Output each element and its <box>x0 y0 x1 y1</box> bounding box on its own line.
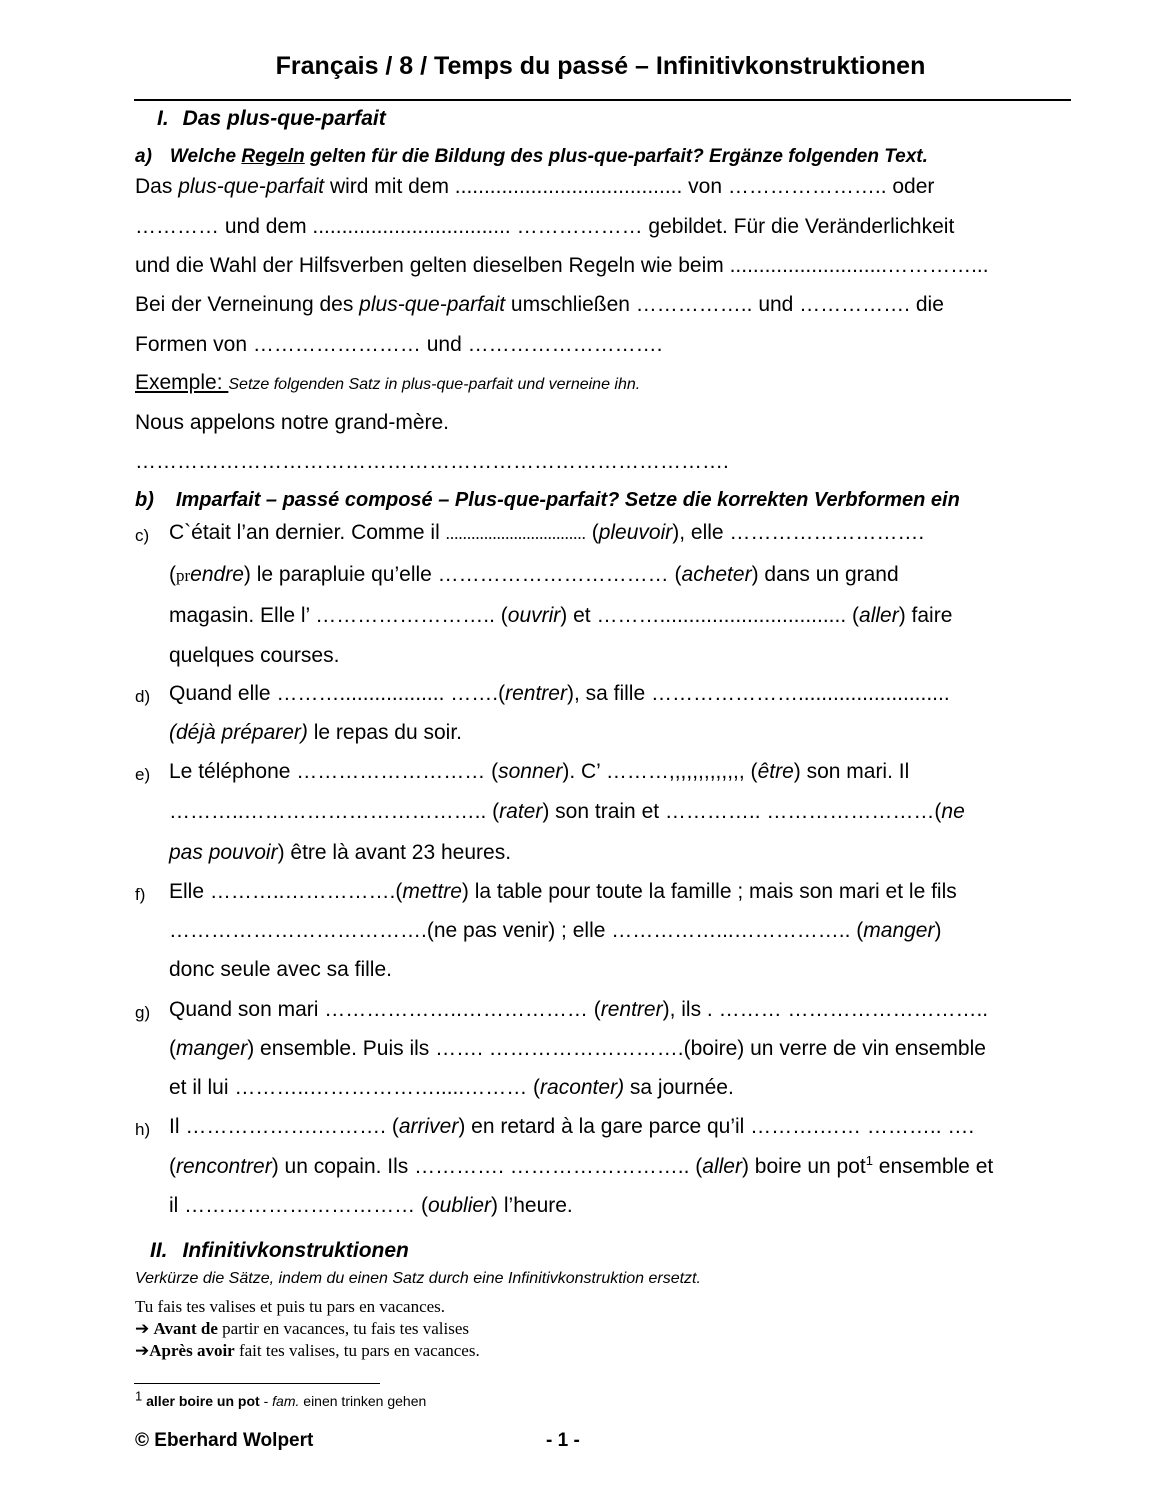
text: ensemble et <box>872 1155 994 1178</box>
text: ( <box>169 721 176 744</box>
text: endre <box>190 563 244 586</box>
fill-line-4 <box>135 293 944 317</box>
exercise-d-line-2 <box>169 721 462 745</box>
text: ) l’heure. <box>491 1194 573 1217</box>
text: ) et ………................................ ( <box>560 604 860 627</box>
section-2-heading <box>150 1239 409 1263</box>
text: ) en retard à la gare parce qu’il ……….…… ……….. …. <box>458 1115 975 1138</box>
exercise-h-label: h) <box>135 1120 151 1139</box>
section-2-title: Infinitivkonstruktionen <box>182 1239 409 1262</box>
question-a-text-end: gelten für die Bildung des plus-que-parfait? Ergänze folgenden Text. <box>304 146 928 167</box>
fill-line-1 <box>135 175 934 199</box>
text: mettre <box>402 880 462 903</box>
exercise-h-line-2 <box>169 1155 993 1179</box>
exercise-e-label: e) <box>135 765 151 784</box>
exercise-g-line-1 <box>169 998 988 1022</box>
text: ) dans un grand <box>751 563 899 586</box>
text: rentrer <box>600 998 663 1021</box>
exercise-g-line-2 <box>169 1037 986 1061</box>
text: umschließen …………….. und ……………. die <box>505 293 944 316</box>
fill-line-3: und die Wahl der Hilfsverben gelten dieselben Regeln wie beim ...........................…………... <box>135 254 989 277</box>
text: ), elle ………………………. <box>672 521 925 544</box>
text: Elle ………..…………….( <box>169 880 403 903</box>
example-label: Exemple: <box>135 371 229 394</box>
exercise-h-line-3 <box>169 1194 573 1218</box>
fill-line-2: ………… und dem .................................. ……………… gebildet. Für die Veränderlichkeit <box>135 215 955 238</box>
footer-author: © Eberhard Wolpert <box>135 1430 314 1451</box>
title-rule <box>134 99 1071 101</box>
text: rater <box>499 800 543 823</box>
example-line <box>135 371 640 395</box>
text: einen trinken gehen <box>299 1393 427 1409</box>
text: pas pouvoir <box>169 841 278 864</box>
text: Avant de <box>153 1319 218 1338</box>
exercise-c-line-3 <box>169 604 952 628</box>
text: ) son train et ………….. ……………………( <box>542 800 942 823</box>
text: Il ……………….………. ( <box>169 1115 399 1138</box>
section-1-number: I. <box>157 107 169 130</box>
text: Quand son mari ………………..……………… ( <box>169 998 601 1021</box>
arrow-right-icon: ➔ <box>135 1341 150 1360</box>
exercise-f-line-3: donc seule avec sa fille. <box>169 958 392 981</box>
exercise-e-line-2 <box>169 800 965 824</box>
section-2-number: II. <box>150 1239 168 1262</box>
text: ( <box>169 1037 176 1060</box>
example-sentence: Nous appelons notre grand-mère. <box>135 411 450 434</box>
text: - <box>259 1393 273 1409</box>
exercise-c-label: c) <box>135 526 150 545</box>
question-a-label: a) <box>135 146 152 167</box>
text: ……………………………….(ne pas venir) ; elle ……………...…………….. ( <box>169 919 864 942</box>
text: plus-que-parfait <box>178 175 325 198</box>
text: il …………………………… ( <box>169 1194 428 1217</box>
text: et il lui ………..……………….....……… ( <box>169 1076 541 1099</box>
text: ) son mari. Il <box>793 760 910 783</box>
text: déjà préparer) <box>176 721 308 744</box>
text: Après avoir <box>149 1341 235 1360</box>
question-b-text: Imparfait – passé composé – Plus-que-parfait? Setze die korrekten Verbformen ein <box>175 489 960 511</box>
arrow-right-icon: ➔ <box>135 1319 150 1338</box>
text: ( <box>169 563 176 586</box>
text: ouvrir <box>507 604 561 627</box>
exercise-c-line-4: quelques courses. <box>169 644 340 667</box>
text: Le téléphone ……………………… ( <box>169 760 499 783</box>
text: oublier <box>428 1194 492 1217</box>
text: rentrer <box>505 682 567 705</box>
text: ) être là avant 23 heures. <box>277 841 512 864</box>
exercise-e-line-1 <box>169 760 909 784</box>
text: aller boire un pot <box>146 1393 260 1409</box>
text: magasin. Elle l’ …………………….. ( <box>169 604 508 627</box>
text: C`était l’an dernier. Comme il <box>169 521 446 544</box>
text: ( <box>169 1155 176 1178</box>
question-b-label: b) <box>135 489 154 511</box>
text: aller <box>702 1155 742 1178</box>
exercise-d-line-1 <box>169 682 950 706</box>
text: Bei der Verneinung des <box>135 293 360 316</box>
question-a-underlined: Regeln <box>241 146 305 167</box>
text: ) la table pour toute la famille ; mais son mari et le fils <box>461 880 957 903</box>
section-2-answer-2 <box>135 1341 480 1361</box>
text: 1 <box>135 1388 143 1404</box>
text: fam. <box>272 1393 300 1409</box>
footnote <box>135 1388 427 1409</box>
text: le repas du soir. <box>307 721 462 744</box>
exercise-d-label: d) <box>135 687 151 706</box>
text: ) le parapluie qu’elle …………………………… ( <box>243 563 682 586</box>
exercise-c-line-1 <box>169 521 924 545</box>
text: partir en vacances, tu fais tes valises <box>217 1319 470 1338</box>
question-a <box>135 146 928 168</box>
text: ) <box>934 919 942 942</box>
example-answer-line: …………………………………………………………………………. <box>135 450 729 473</box>
exercise-e-line-3 <box>169 841 511 865</box>
section-2-instruction: Verkürze die Sätze, indem du einen Satz durch eine Infinitivkonstruktion ersetzt. <box>135 1270 701 1287</box>
footnote-separator <box>134 1383 380 1384</box>
text: ................................. <box>445 524 586 543</box>
exercise-h-line-1 <box>169 1115 974 1139</box>
text: ) ensemble. Puis ils ……. ……………………….(boire) un verre de vin ensemble <box>247 1037 986 1060</box>
text: ). C’ ………,,,,,,,,,,,,, ( <box>562 760 758 783</box>
text: ), ils . ……… ……………………….. <box>662 998 989 1021</box>
exercise-c-line-2 <box>169 563 899 587</box>
exercise-g-line-3 <box>169 1076 734 1100</box>
text: plus-que-parfait <box>359 293 506 316</box>
text: être <box>757 760 794 783</box>
text: ne <box>941 800 965 823</box>
text: wird mit dem ....................................... von ………………….. oder <box>324 175 935 198</box>
section-1-title: Das plus-que-parfait <box>182 107 386 130</box>
text: rencontrer <box>176 1155 272 1178</box>
text: Quand elle ……….................. …….( <box>169 682 506 705</box>
exercise-f-line-1 <box>169 880 957 904</box>
text: aller <box>859 604 899 627</box>
exercise-f-label: f) <box>135 885 146 904</box>
text: acheter <box>681 563 752 586</box>
fill-line-5: Formen von …………………… und ………………………. <box>135 333 663 356</box>
section-2-example: Tu fais tes valises et puis tu pars en vacances. <box>135 1297 446 1316</box>
page-title: Français / 8 / Temps du passé – Infinitivkonstruktionen <box>275 52 926 80</box>
text: arriver <box>398 1115 459 1138</box>
text: ), sa fille ………………….......................... <box>566 682 950 705</box>
question-a-text: Welche <box>169 146 242 167</box>
text: sa journée. <box>624 1076 734 1099</box>
text: manger <box>176 1037 248 1060</box>
section-1-heading <box>157 107 386 131</box>
text: ( <box>585 521 599 544</box>
text: sonner <box>498 760 563 783</box>
text: ) boire un pot <box>741 1155 866 1178</box>
exercise-g-label: g) <box>135 1003 151 1022</box>
text: manger <box>863 919 935 942</box>
text: pleuvoir <box>598 521 673 544</box>
footnote-ref[interactable]: 1 <box>865 1153 873 1168</box>
text: ………..…………………………….. ( <box>169 800 500 823</box>
text: raconter) <box>540 1076 625 1099</box>
footer-page-number: - 1 - <box>546 1430 580 1451</box>
question-b <box>135 489 960 512</box>
text: ) faire <box>898 604 953 627</box>
example-instruction: Setze folgenden Satz in plus-que-parfait und verneine ihn. <box>228 376 641 393</box>
text: ) un copain. Ils …………. …………………….. ( <box>271 1155 703 1178</box>
exercise-f-line-2 <box>169 919 941 943</box>
text: fait tes valises, tu pars en vacances. <box>234 1341 480 1360</box>
section-2-answer-1 <box>135 1319 469 1339</box>
text: pr <box>176 566 191 585</box>
text: Das <box>135 175 179 198</box>
